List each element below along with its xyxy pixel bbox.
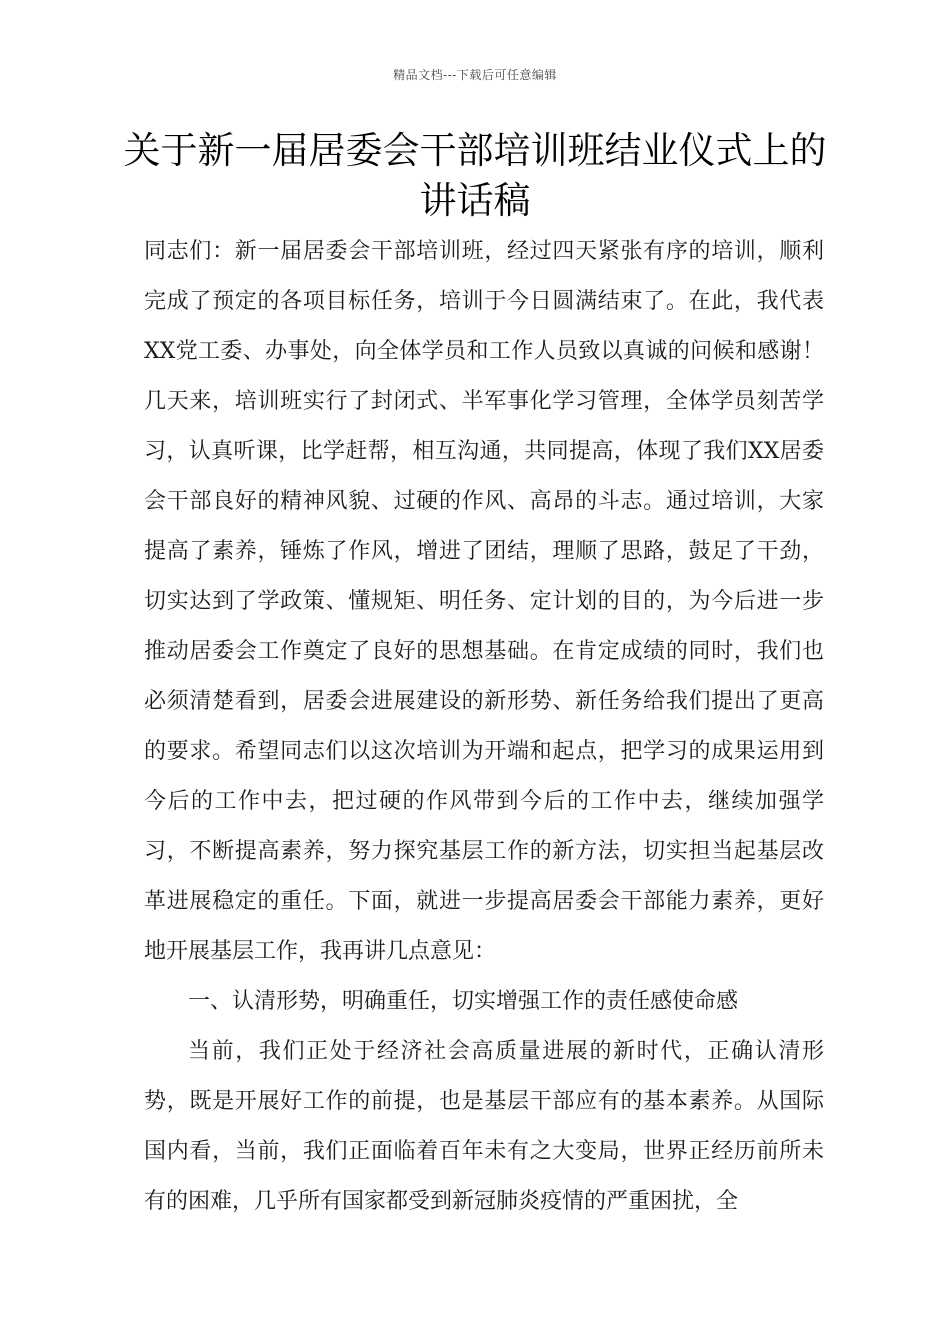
header-note: 精品文档---下载后可任意编辑 (393, 68, 557, 82)
opening-paragraph: 同志们：新一届居委会干部培训班，经过四天紧张有序的培训，顺利完成了预定的各项目标任务，培训于今日圆满结束了。在此，我代表XX党工委、办事处，向全体学员和工作人员致以真诚的问候和感谢！几天来，培训班实行了封闭式、半军事化学习管理，全体学员刻苦学习，认真听课，比学赶帮，相互沟通，共同提高，体现了我们XX居委会干部良好的精神风貌、过硬的作风、高昂的斗志。通过培训，大家提高了素养，锤炼了作风，增进了团结，理顺了思路，鼓足了干劲，切实达到了学政策、懂规矩、明任务、定计划的目的，为今后进一步推动居委会工作奠定了良好的思想基础。在肯定成绩的同时，我们也必须清楚看到，居委会进展建设的新形势、新任务给我们提出了更高的要求。希望同志们以这次培训为开端和起点，把学习的成果运用到今后的工作中去，把过硬的作风带到今后的工作中去，继续加强学习，不断提高素养，努力探究基层工作的新方法，切实担当起基层改革进展稳定的重任。下面，就进一步提高居委会干部能力素养，更好地开展基层工作，我再讲几点意见： (144, 239, 824, 964)
section-paragraph-1: 当前，我们正处于经济社会高质量进展的新时代，正确认清形势，既是开展好工作的前提，也是基层干部应有的基本素养。从国际国内看，当前，我们正面临着百年未有之大变局，世界正经历前所未有的困难，几乎所有国家都受到新冠肺炎疫情的严重困扰，全 (144, 1039, 824, 1214)
document-body (144, 227, 824, 1227)
document-title: 关于新一届居委会干部培训班结业仪式上的讲话稿 (123, 129, 827, 222)
section-heading-1: 一、认清形势，明确重任，切实增强工作的责任感使命感 (188, 989, 739, 1014)
